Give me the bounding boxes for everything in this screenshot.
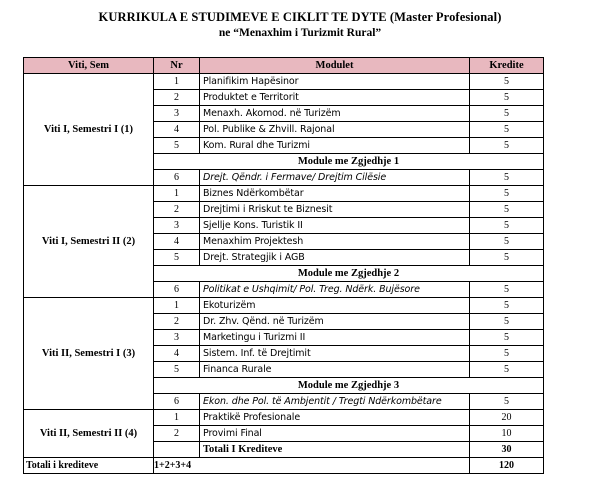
semester-label: Viti I, Semestri I (1) [24,74,154,186]
module-nr: 2 [154,202,200,218]
elective-header: Module me Zgjedhje 3 [154,378,544,394]
module-name: Kom. Rural dhe Turizmi [200,138,470,154]
table-row [24,74,544,90]
module-credits: 5 [470,170,544,186]
module-nr: 3 [154,218,200,234]
module-name: Drejt. Strategjik i AGB [200,250,470,266]
semester-total-label: Totali I Krediteve [200,442,470,458]
module-nr: 6 [154,394,200,410]
curriculum-table [23,57,544,474]
grand-total-label: Totali i krediteve [24,458,154,474]
module-credits: 5 [470,314,544,330]
module-nr: 6 [154,282,200,298]
module-name: Financa Rurale [200,362,470,378]
module-name: Pol. Publike & Zhvill. Rajonal [200,122,470,138]
header-nr: Nr [154,58,200,74]
module-name: Drejtimi i Rriskut te Biznesit [200,202,470,218]
module-credits: 5 [470,106,544,122]
empty-cell [154,442,200,458]
module-name: Biznes Ndërkombëtar [200,186,470,202]
module-nr: 4 [154,234,200,250]
module-nr: 5 [154,362,200,378]
module-credits: 5 [470,122,544,138]
module-nr: 4 [154,346,200,362]
module-credits: 10 [470,426,544,442]
grand-total-row [24,458,544,474]
module-nr: 1 [154,298,200,314]
semester-label: Viti II, Semestri I (3) [24,298,154,410]
elective-header: Module me Zgjedhje 1 [154,154,544,170]
module-name: Provimi Final [200,426,470,442]
module-credits: 5 [470,234,544,250]
module-nr: 2 [154,314,200,330]
elective-header: Module me Zgjedhje 2 [154,266,544,282]
module-credits: 5 [470,90,544,106]
table-header-row [24,58,544,74]
grand-total-formula: 1+2+3+4 [154,458,470,474]
module-credits: 5 [470,250,544,266]
module-name: Menaxh. Akomod. në Turizëm [200,106,470,122]
module-nr: 4 [154,122,200,138]
semester-total-credits: 30 [470,442,544,458]
module-credits: 5 [470,330,544,346]
document-subtitle: ne “Menaxhim i Turizmit Rural” [218,27,382,39]
module-credits: 5 [470,346,544,362]
module-nr: 3 [154,106,200,122]
elective-module-name: Drejt. Qëndr. i Fermave/ Drejtim Cilësie [200,170,470,186]
module-name: Sistem. Inf. të Drejtimit [200,346,470,362]
module-credits: 5 [470,394,544,410]
module-nr: 1 [154,74,200,90]
module-credits: 5 [470,282,544,298]
module-credits: 5 [470,202,544,218]
module-nr: 2 [154,426,200,442]
header-semester: Viti, Sem [24,58,154,74]
module-credits: 5 [470,138,544,154]
module-nr: 5 [154,250,200,266]
module-nr: 5 [154,138,200,154]
module-name: Menaxhim Projektesh [200,234,470,250]
module-credits: 5 [470,298,544,314]
table-row [24,410,544,426]
module-nr: 2 [154,90,200,106]
grand-total-credits: 120 [470,458,544,474]
module-credits: 5 [470,362,544,378]
semester-label: Viti I, Semestri II (2) [24,186,154,298]
module-name: Praktikë Profesionale [200,410,470,426]
module-credits: 5 [470,74,544,90]
module-name: Sjellje Kons. Turistik II [200,218,470,234]
module-credits: 5 [470,186,544,202]
module-name: Planifikim Hapësinor [200,74,470,90]
semester-label: Viti II, Semestri II (4) [24,410,154,458]
table-row [24,186,544,202]
module-name: Dr. Zhv. Qënd. në Turizëm [200,314,470,330]
module-nr: 3 [154,330,200,346]
elective-module-name: Politikat e Ushqimit/ Pol. Treg. Ndërk. Bujësore [200,282,470,298]
module-nr: 1 [154,186,200,202]
table-row [24,298,544,314]
module-name: Ekoturizëm [200,298,470,314]
module-name: Marketingu i Turizmi II [200,330,470,346]
module-credits: 5 [470,218,544,234]
elective-module-name: Ekon. dhe Pol. të Ambjentit / Tregti Ndërkombëtare [200,394,470,410]
module-credits: 20 [470,410,544,426]
module-nr: 6 [154,170,200,186]
module-name: Produktet e Territorit [200,90,470,106]
module-nr: 1 [154,410,200,426]
header-credits: Kredite [470,58,544,74]
document-title: KURRIKULA E STUDIMEVE E CIKLIT TE DYTE (Master Profesional) [98,10,502,24]
header-modules: Modulet [200,58,470,74]
